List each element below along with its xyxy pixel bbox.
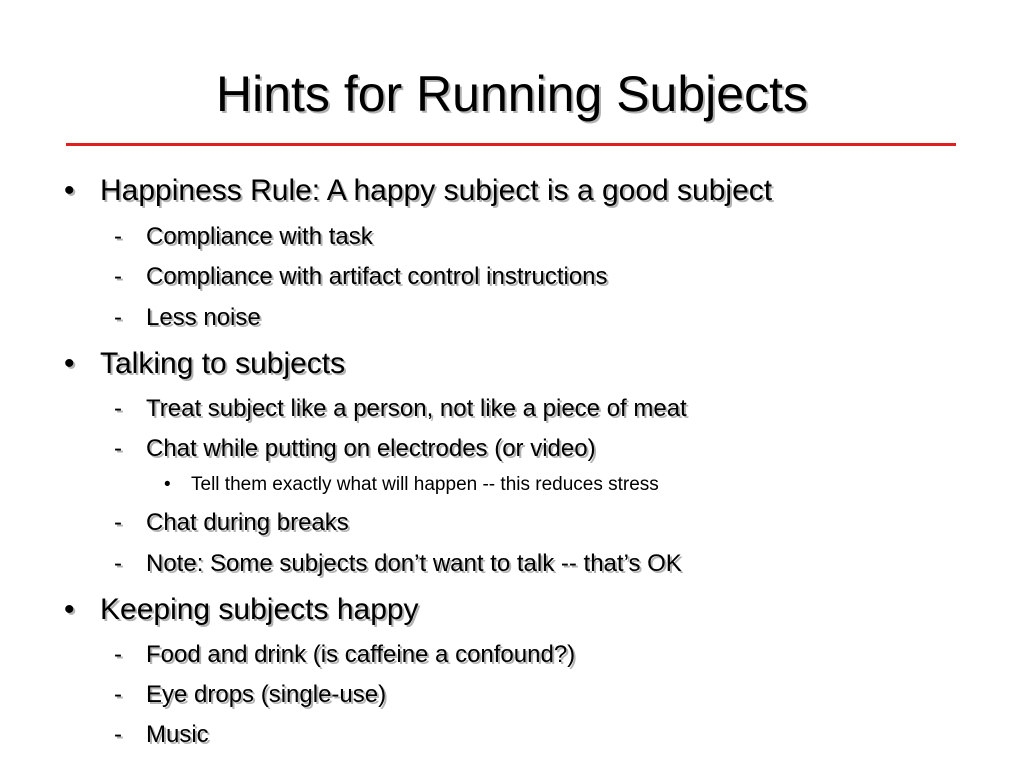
bullet-marker: •	[64, 593, 75, 626]
list-item: Food and drink (is caffeine a confound?)	[146, 641, 576, 668]
section-heading-talking: Talking to subjects	[100, 347, 346, 380]
list-item: Compliance with artifact control instructions	[146, 263, 608, 290]
slide-title: Hints for Running Subjects	[216, 66, 808, 122]
small-bullet-marker: •	[164, 474, 171, 495]
dash-marker: -	[114, 435, 122, 462]
bullet-marker: •	[64, 174, 75, 207]
list-item: Note: Some subjects don’t want to talk -- that’s OK	[146, 550, 682, 577]
list-item: Compliance with task	[146, 223, 373, 250]
section-heading-keeping-happy: Keeping subjects happy	[100, 593, 419, 626]
dash-marker: -	[114, 641, 122, 668]
list-item: Chat during breaks	[146, 509, 349, 536]
list-item: Less noise	[146, 304, 261, 331]
dash-marker: -	[114, 395, 122, 422]
dash-marker: -	[114, 550, 122, 577]
section-heading-happiness-rule: Happiness Rule: A happy subject is a good subject	[100, 174, 773, 207]
list-item: Music	[146, 721, 209, 748]
list-item: Eye drops (single-use)	[146, 681, 387, 708]
bullet-marker: •	[64, 347, 75, 380]
list-item: Treat subject like a person, not like a piece of meat	[146, 395, 687, 422]
dash-marker: -	[114, 304, 122, 331]
list-item: Chat while putting on electrodes (or video)	[146, 435, 596, 462]
dash-marker: -	[114, 223, 122, 250]
dash-marker: -	[114, 681, 122, 708]
dash-marker: -	[114, 263, 122, 290]
dash-marker: -	[114, 721, 122, 748]
list-subitem: Tell them exactly what will happen -- this reduces stress	[191, 474, 659, 495]
dash-marker: -	[114, 509, 122, 536]
